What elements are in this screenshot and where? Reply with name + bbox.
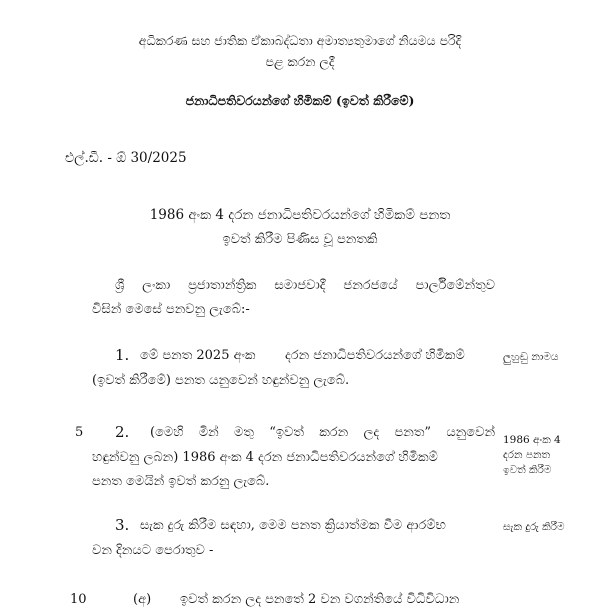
clause-text-line-2: වන දිනයට පෙරාතුව - xyxy=(92,543,214,558)
clause-text-line-2: හඳුන්වනු ලබන) 1986 අංක 4 දරන ජනාධිපතිවරයන්ගේ හිමිකම් xyxy=(92,450,438,465)
enacting-line-2: විසින් මෙසේ පනවනු ලැබේ:- xyxy=(92,302,250,317)
subclause-marker: (අ) xyxy=(133,592,152,607)
line-number: 5 xyxy=(75,425,84,440)
clause-text-line-1: (මෙහි මින් මතු “ඉවත් කරන ලද පනත” යනුවෙන් xyxy=(150,425,495,440)
enacting-line-1: ශ්‍රී ලංකා ප්‍රජාතාන්ත්‍රික සමාජවාදී ජනරජයේ පාර්ලිමේන්තුව xyxy=(115,278,495,293)
line-number: 10 xyxy=(70,592,87,607)
clause-text-line-3: පනත මෙයින් ඉවත් කරනු ලැබේ. xyxy=(92,474,270,489)
clause-number: 3. xyxy=(115,516,130,534)
header-line-1: අධිකරණ සහ ජාතික ඒකාබද්ධතා අමාත්‍යතුමාගේ නියමය පරිදි xyxy=(138,33,462,48)
reference-number: එල්.ඩී. - ඕ 30/2025 xyxy=(65,150,187,166)
header-line-2: පළ කරන ලදී xyxy=(265,54,335,69)
clause-text-line-1a: මේ පනත 2025 අංක xyxy=(140,348,256,363)
margin-note: සැක දුරු කිරීම xyxy=(503,521,565,533)
document-title: ජනාධිපතිවරයන්ගේ හිමිකම් (ඉවත් කිරීමේ) xyxy=(185,93,415,108)
bill-title-line-2: ඉවත් කිරීම පිණිස වූ පනතකි xyxy=(222,232,378,247)
clause-text-line-1: සැක දුරු කිරීම සඳහා, මෙම පනත ක්‍රියාත්මක වීම ආරම්භ xyxy=(140,518,446,533)
clause-text-line-1b: දරන ජනාධිපතිවරයන්ගේ හිමිකම් xyxy=(285,348,465,363)
bill-title-line-1: 1986 අංක 4 දරන ජනාධිපතිවරයන්ගේ හිමිකම් පනත xyxy=(149,207,451,223)
margin-note: ලුහුඬු නාමය xyxy=(503,351,559,363)
clause-number: 1. xyxy=(115,346,130,364)
clause-number: 2. xyxy=(115,423,130,441)
margin-note: 1986 අංක 4 දරන පනත ඉවත් කිරීම xyxy=(503,434,561,476)
subclause-text: ඉවත් කරන ලද පනතේ 2 වන වගන්තියේ විධිවිධාන xyxy=(180,592,460,607)
clause-text-line-2: (ඉවත් කිරීමේ) පනත යනුවෙන් හඳුන්වනු ලැබේ. xyxy=(92,373,350,388)
